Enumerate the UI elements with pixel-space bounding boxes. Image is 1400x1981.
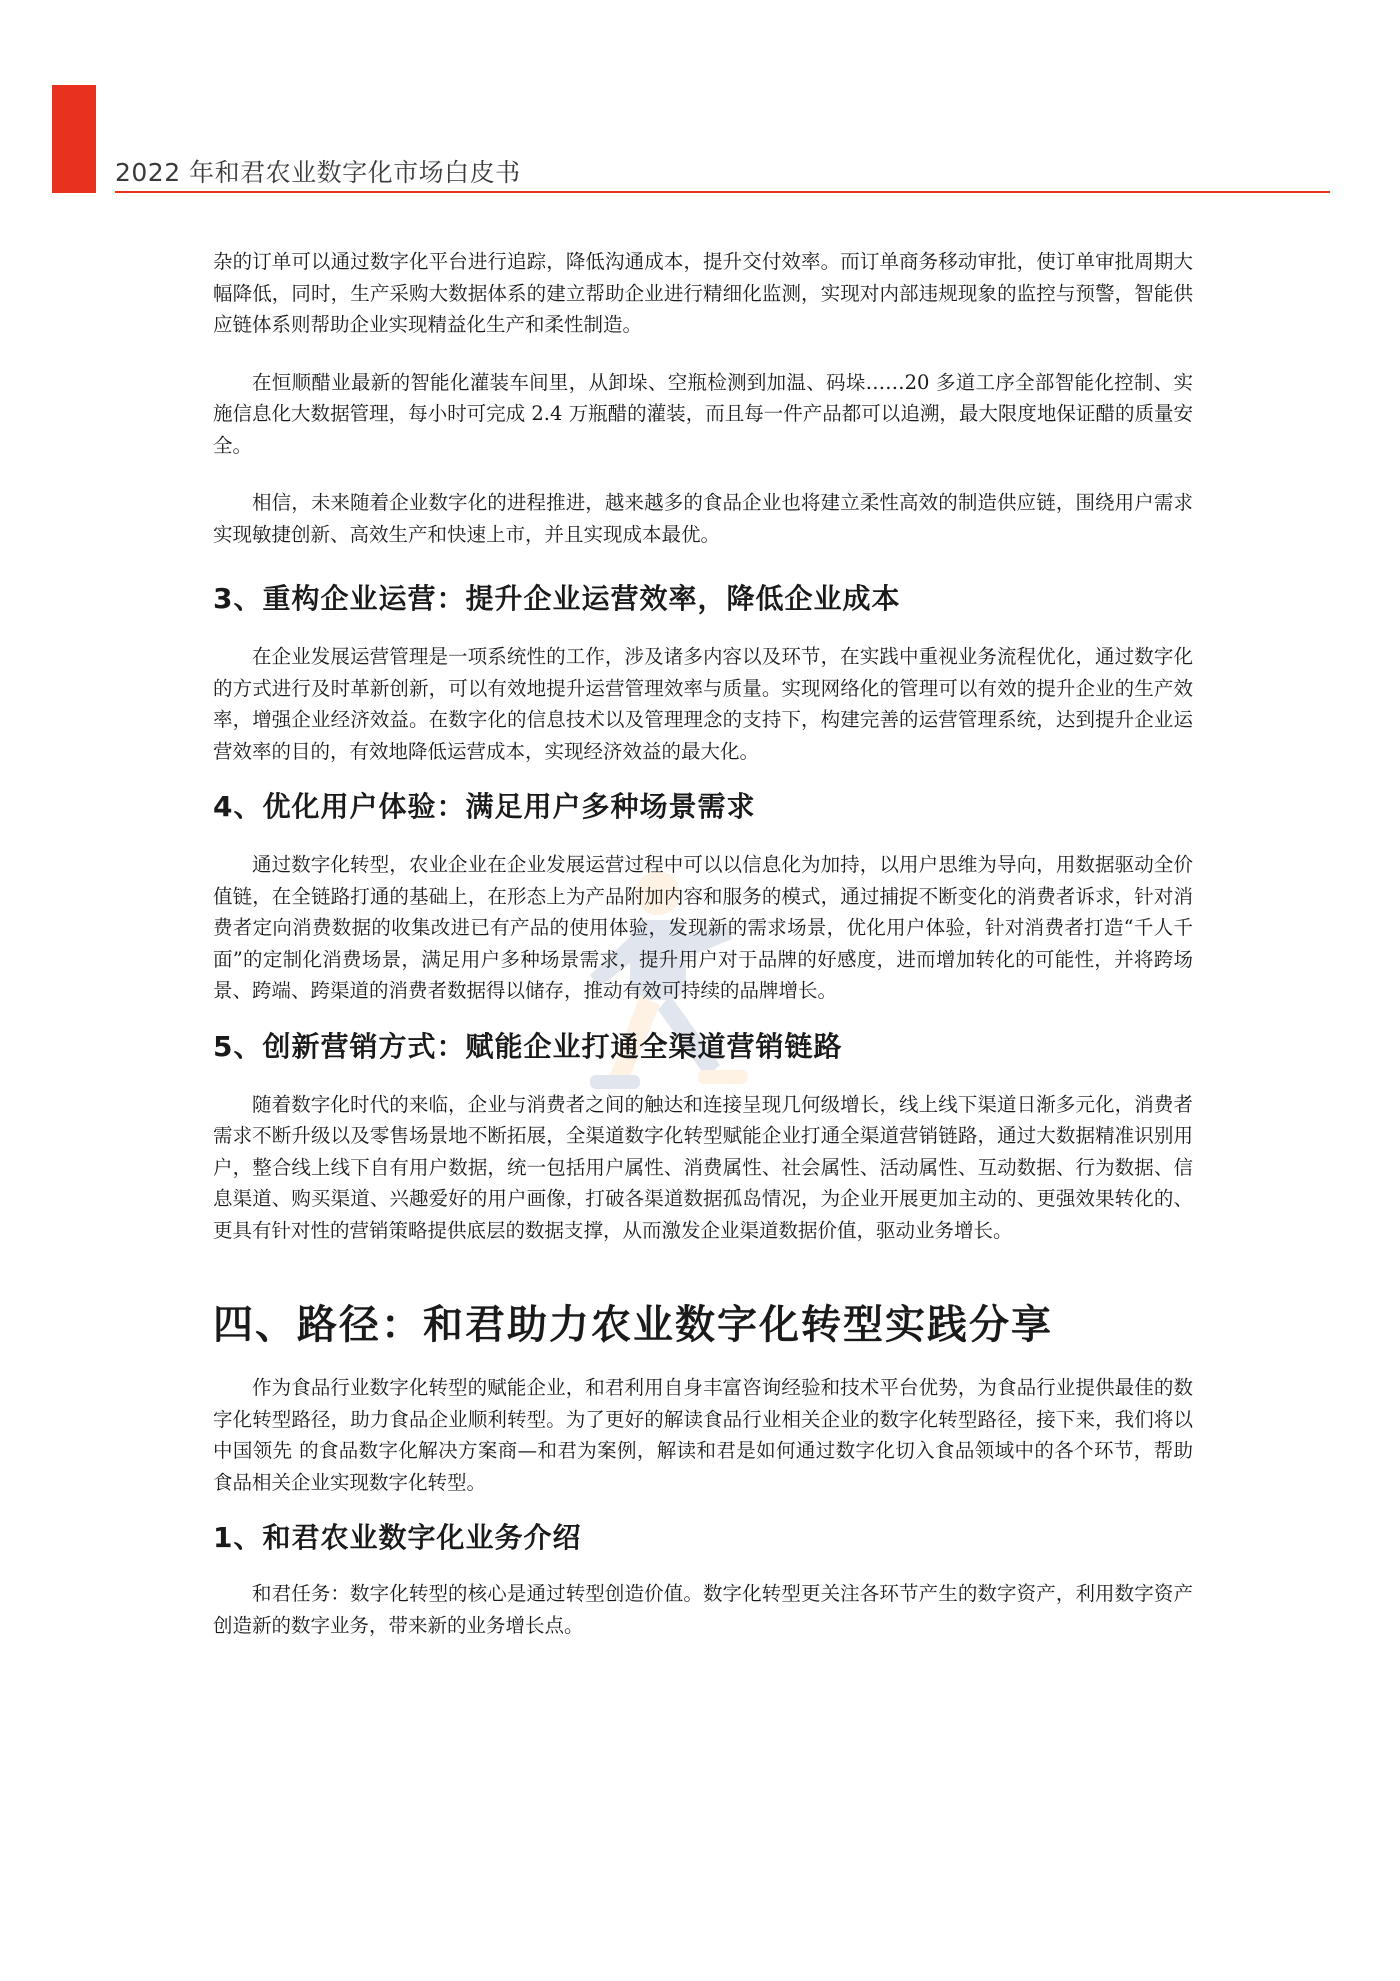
section-4-heading: 4、优化用户体验：满足用户多种场景需求 — [213, 790, 756, 823]
intro-paragraph-2: 在恒顺醋业最新的智能化灌装车间里，从卸垛、空瓶检测到加温、码垛……20 多道工序全部智能化控制、实施信息化大数据管理，每小时可完成 2.4 万瓶醋的灌装，而且每一件产品都可以追溯，最大限度地保证醋的质量安全。 — [213, 370, 1193, 457]
intro-paragraph-1: 杂的订单可以通过数字化平台进行追踪，降低沟通成本，提升交付效率。而订单商务移动审批，使订单审批周期大幅降低，同时，生产采购大数据体系的建立帮助企业进行精细化监测，实现对内部违规现象的监控与预警，智能供应链体系则帮助企业实现精益化生产和柔性制造。 — [213, 250, 1193, 336]
header-divider — [115, 191, 1330, 193]
subsection-1-heading: 1、和君农业数字化业务介绍 — [213, 1521, 582, 1554]
document-title: 2022 年和君农业数字化市场白皮书 — [115, 158, 521, 187]
subsection-1-paragraph: 和君任务：数字化转型的核心是通过转型创造价值。数字化转型更关注各环节产生的数字资产，利用数字资产创造新的数字业务，带来新的业务增长点。 — [213, 1582, 1193, 1637]
section-5-paragraph: 随着数字化时代的来临，企业与消费者之间的触达和连接呈现几何级增长，线上线下渠道日渐多元化，消费者需求不断升级以及零售场景地不断拓展，全渠道数字化转型赋能企业打通全渠道营销链路，通过大数据精准识别用户，整合线上线下自有用户数据，统一包括用户属性、消费属性、社会属性、活动属性、互动数据、行为数据、信息渠道、购买渠道、兴趣爱好的用户画像，打破各渠道数据孤岛情况，为企业开展更加主动的、更强效果转化的、更具有针对性的营销策略提供底层的数据支撑，从而激发企业渠道数据价值，驱动业务增长。 — [213, 1092, 1193, 1242]
chapter-4-heading: 四、路径：和君助力农业数字化转型实践分享 — [213, 1302, 1053, 1348]
section-5-heading: 5、创新营销方式：赋能企业打通全渠道营销链路 — [213, 1029, 843, 1063]
section-3-paragraph: 在企业发展运营管理是一项系统性的工作，涉及诸多内容以及环节，在实践中重视业务流程优化，通过数字化的方式进行及时革新创新，可以有效地提升运营管理效率与质量。实现网络化的管理可以有效的提升企业的生产效率，增强企业经济效益。在数字化的信息技术以及管理理念的支持下，构建完善的运营管理系统，达到提升企业运营效率的目的，有效地降低运营成本，实现经济效益的最大化。 — [213, 645, 1193, 763]
intro-paragraph-3: 相信，未来随着企业数字化的进程推进，越来越多的食品企业也将建立柔性高效的制造供应链，围绕用户需求实现敏捷创新、高效生产和快速上市，并且实现成本最优。 — [213, 491, 1193, 546]
section-4-paragraph: 通过数字化转型，农业企业在企业发展运营过程中可以以信息化为加持，以用户思维为导向，用数据驱动全价值链，在全链路打通的基础上，在形态上为产品附加内容和服务的模式，通过捕捉不断变化的消费者诉求，针对消费者定向消费数据的收集改进已有产品的使用体验，发现新的需求场景，优化用户体验，针对消费者打造“千人千面”的定制化消费场景，满足用户多种场景需求，提升用户对于品牌的好感度，进而增加转化的可能性，并将跨场景、跨端、跨渠道的消费者数据得以储存，推动有效可持续的品牌增长。 — [213, 853, 1193, 1002]
chapter-4-paragraph: 作为食品行业数字化转型的赋能企业，和君利用自身丰富咨询经验和技术平台优势，为食品行业提供最佳的数字化转型路径，助力食品企业顺利转型。为了更好的解读食品行业相关企业的数字化转型路径，接下来，我们将以中国领先 的食品数字化解决方案商—和君为案例，解读和君是如何通过数字化切入食品领域中的各个环节，帮助食品相关企业实现数字化转型。 — [213, 1376, 1193, 1494]
section-3-heading: 3、重构企业运营：提升企业运营效率，降低企业成本 — [213, 582, 901, 615]
page-content — [213, 246, 1193, 1641]
header-accent-bar — [52, 85, 96, 193]
